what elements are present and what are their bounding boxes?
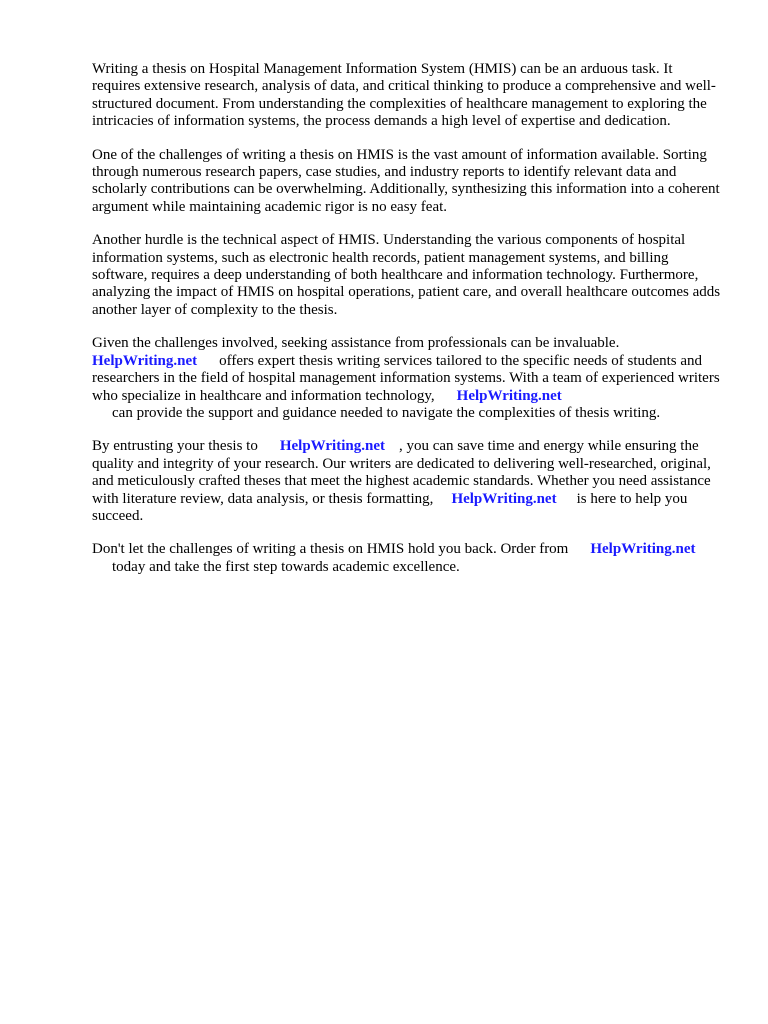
helpwriting-link[interactable]: HelpWriting.net (92, 352, 198, 369)
paragraph-closing-text-a: Don't let the challenges of writing a thesis on HMIS hold you back. Order from (92, 541, 569, 558)
paragraph-assistance-text-a: Given the challenges involved, seeking assistance from professionals can be invaluable. (92, 335, 620, 352)
helpwriting-link[interactable]: HelpWriting.net (590, 541, 696, 558)
helpwriting-link[interactable]: HelpWriting.net (451, 490, 557, 507)
paragraph-assistance-text-c: can provide the support and guidance needed to navigate the complexities of thesis writing. (112, 404, 661, 421)
paragraph-intro (92, 61, 722, 131)
paragraph-challenges (92, 147, 722, 217)
paragraph-intro-text: Writing a thesis on Hospital Management Information System (HMIS) can be an arduous task. It requires extensive research, analysis of data, and critical thinking to produce a comprehensive and well-structured document. From understanding the complexities of healthcare management to exploring the intricacies of information systems, the process demands a high level of expertise and dedication. (92, 61, 716, 130)
paragraph-assistance-text-b: offers expert thesis writing services tailored to the specific needs of students and researchers in the field of hospital management information systems. With a team of experienced writers who specialize in healthcare and information technology, (92, 352, 720, 404)
paragraph-technical (92, 232, 722, 319)
paragraph-entrusting (92, 438, 722, 525)
paragraph-entrusting-text-a: By entrusting your thesis to (92, 438, 258, 455)
paragraph-closing-text-b: today and take the first step towards academic excellence. (112, 558, 460, 575)
paragraph-challenges-text: One of the challenges of writing a thesis on HMIS is the vast amount of information available. Sorting through numerous research papers, case studies, and industry reports to identify relevant data and scholarly contributions can be overwhelming. Additionally, synthesizing this information into a coherent argument while maintaining academic rigor is no easy feat. (92, 146, 720, 215)
paragraph-entrusting-text-b: , you can save time and energy while ensuring the quality and integrity of your research. Our writers are dedicated to delivering well-researched, original, and meticulously crafted theses that meet the highest academic standards. Whether you need assistance with literature review, data analysis, or thesis formatting, (92, 438, 711, 507)
helpwriting-link[interactable]: HelpWriting.net (456, 387, 562, 404)
paragraph-closing (92, 541, 722, 576)
helpwriting-link[interactable]: HelpWriting.net (279, 438, 385, 455)
document-body (92, 61, 722, 592)
paragraph-assistance (92, 335, 722, 422)
paragraph-technical-text: Another hurdle is the technical aspect of HMIS. Understanding the various components of hospital information systems, such as electronic health records, patient management systems, and billing software, requires a deep understanding of both healthcare and information technology. Furthermore, analyzing the impact of HMIS on hospital operations, patient care, and overall healthcare outcomes adds another layer of complexity to the thesis. (92, 232, 721, 318)
paragraph-entrusting-text-c: is here to help you succeed. (92, 490, 688, 524)
